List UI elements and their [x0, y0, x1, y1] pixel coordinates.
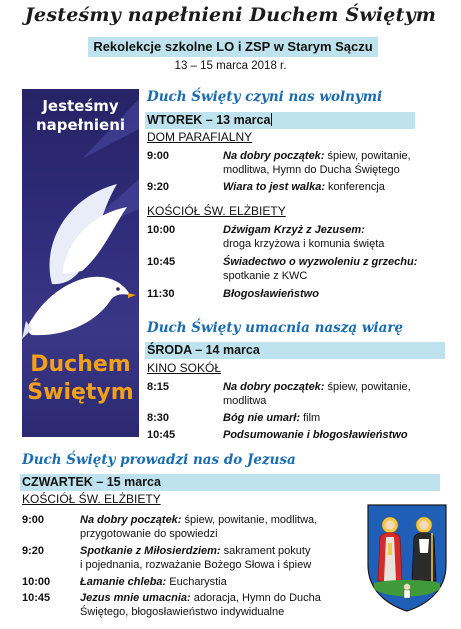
item-title: Na dobry początek: — [223, 150, 325, 162]
item-text-2: droga krzyżowa i komunia święta — [223, 238, 385, 250]
poster-text-top-2: napełnieni — [35, 116, 126, 134]
schedule-row — [147, 149, 437, 177]
schedule-row — [22, 591, 362, 619]
time: 9:00 — [22, 514, 45, 526]
item-title: Na dobry początek: — [223, 381, 325, 393]
schedule-row — [147, 411, 437, 425]
item-title: Spotkanie z Miłosierdziem: — [80, 545, 221, 557]
time: 10:00 — [147, 224, 176, 236]
schedule-row — [147, 223, 437, 251]
poster-text-bottom-2: Świętym — [27, 380, 134, 405]
subtitle-bar: Rekolekcje szkolne LO i ZSP w Starym Sączu — [88, 37, 378, 57]
item-text: śpiew, powitanie, modlitwa, — [181, 514, 318, 526]
poster-text-bottom-1: Duchem — [30, 352, 131, 377]
item-text-2: Świętego, błogosławieństwo indywidualne — [80, 606, 285, 618]
item-text: śpiew, powitanie, — [324, 381, 411, 393]
item-title: Dźwigam Krzyż z Jezusem: — [223, 224, 365, 236]
schedule-row — [22, 575, 362, 589]
schedule-row — [147, 255, 447, 283]
item-title: Jezus mnie umacnia: — [80, 592, 191, 604]
schedule-row — [22, 544, 362, 572]
coat-of-arms-icon — [366, 503, 448, 613]
place-cinema: KINO SOKÓŁ — [147, 361, 222, 375]
time: 9:00 — [147, 150, 170, 162]
schedule-row — [147, 428, 447, 442]
time: 8:30 — [147, 412, 170, 424]
schedule-row — [22, 513, 362, 541]
text-cursor — [271, 113, 272, 126]
schedule-row — [147, 380, 437, 408]
event-dates: 13 – 15 marca 2018 r. — [174, 60, 287, 72]
place-church: KOŚCIÓŁ ŚW. ELŻBIETY — [22, 492, 161, 506]
schedule-row — [147, 287, 437, 301]
time: 9:20 — [22, 545, 45, 557]
place-church: KOŚCIÓŁ ŚW. ELŻBIETY — [147, 204, 286, 218]
item-title: Na dobry początek: — [80, 514, 182, 526]
item-text-2: przygotowanie do spowiedzi — [80, 528, 218, 540]
item-text-2: spotkanie z KWC — [223, 270, 308, 282]
item-text: sakrament pokuty — [220, 545, 311, 557]
day-label: WTOREK – 13 marca — [147, 113, 271, 127]
time: 8:15 — [147, 381, 170, 393]
day-bar-tuesday — [145, 112, 415, 129]
item-text: Eucharystia — [166, 576, 227, 588]
item-text: konferencja — [325, 181, 385, 193]
retreat-poster — [22, 89, 139, 437]
item-title: Świadectwo o wyzwoleniu z grzechu: — [223, 256, 418, 268]
time: 10:45 — [147, 429, 176, 441]
item-title: Łamanie chleba: — [80, 576, 167, 588]
day-bar-wednesday: ŚRODA – 14 marca — [145, 342, 445, 359]
place-parish-house: DOM PARAFIALNY — [147, 130, 253, 144]
schedule-row — [147, 180, 437, 194]
time: 10:45 — [22, 592, 51, 604]
item-title: Błogosławieństwo — [223, 288, 319, 300]
day-bar-thursday: CZWARTEK – 15 marca — [20, 474, 440, 491]
poster-text-top-1: Jesteśmy — [42, 97, 119, 115]
item-text-2: i pojednania, rozważanie Bożego Słowa i śpiew — [80, 559, 312, 571]
time: 10:45 — [147, 256, 176, 268]
time: 11:30 — [147, 288, 175, 300]
item-title: Bóg nie umarł: — [223, 412, 301, 424]
item-text-2: modlitwa, Hymn do Ducha Świętego — [223, 164, 400, 176]
time: 10:00 — [22, 576, 51, 588]
item-title: Wiara to jest walka: — [223, 181, 325, 193]
item-text-2: modlitwa — [223, 395, 267, 407]
section-1-heading: Duch Święty czyni nas wolnymi — [147, 89, 383, 105]
section-3-heading: Duch Święty prowadzi nas do Jezusa — [22, 452, 296, 468]
item-text: śpiew, powitanie, — [324, 150, 411, 162]
item-title: Podsumowanie i błogosławieństwo — [223, 429, 408, 441]
item-text: adoracja, Hymn do Ducha — [190, 592, 321, 604]
item-text: film — [300, 412, 321, 424]
section-2-heading: Duch Święty umacnia naszą wiarę — [147, 320, 404, 336]
time: 9:20 — [147, 181, 170, 193]
page-title: Jesteśmy napełnieni Duchem Świętym — [24, 4, 437, 26]
